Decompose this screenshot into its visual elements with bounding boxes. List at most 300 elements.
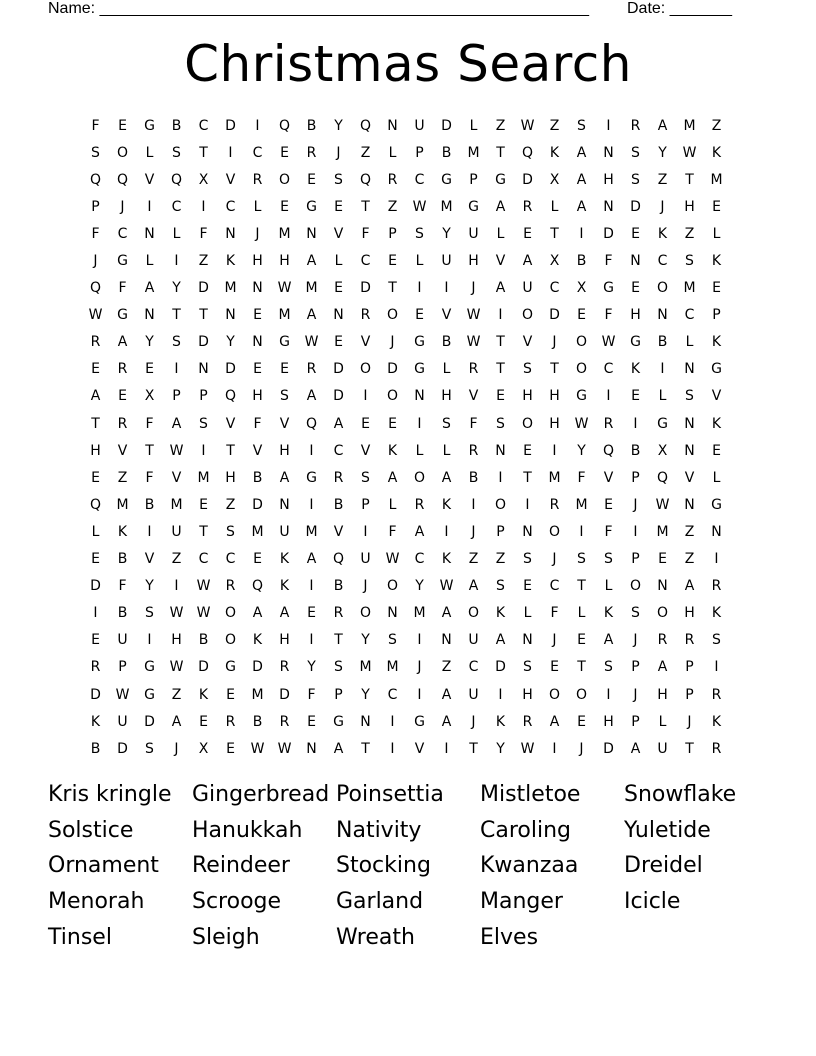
grid-letter[interactable]: T [577, 659, 586, 676]
grid-letter[interactable]: J [471, 713, 476, 730]
grid-letter[interactable]: K [225, 253, 236, 270]
grid-letter[interactable]: O [521, 415, 534, 432]
grid-letter[interactable]: G [603, 280, 614, 297]
grid-letter[interactable]: J [363, 578, 368, 595]
grid-letter[interactable]: P [631, 551, 640, 568]
grid-letter[interactable]: E [253, 551, 262, 568]
grid-letter[interactable]: F [577, 469, 586, 486]
grid-letter[interactable]: Y [658, 144, 667, 161]
grid-letter[interactable]: N [414, 388, 425, 405]
grid-letter[interactable]: V [522, 334, 533, 351]
grid-letter[interactable]: N [225, 307, 236, 324]
grid-letter[interactable]: E [307, 171, 316, 188]
grid-letter[interactable]: R [279, 659, 290, 676]
grid-letter[interactable]: S [631, 605, 640, 622]
grid-letter[interactable]: M [305, 523, 318, 540]
grid-letter[interactable]: U [468, 686, 479, 703]
grid-letter[interactable]: A [468, 578, 479, 595]
grid-letter[interactable]: P [118, 659, 127, 676]
grid-letter[interactable]: X [549, 253, 560, 270]
grid-letter[interactable]: F [199, 225, 208, 242]
grid-letter[interactable]: H [549, 388, 560, 405]
grid-letter[interactable]: A [495, 280, 506, 297]
grid-letter[interactable]: L [442, 442, 451, 459]
grid-letter[interactable]: U [360, 551, 371, 568]
grid-letter[interactable]: R [549, 496, 560, 513]
grid-letter[interactable]: N [144, 225, 155, 242]
grid-letter[interactable]: T [199, 144, 208, 161]
grid-letter[interactable]: L [604, 578, 613, 595]
grid-letter[interactable]: S [523, 551, 532, 568]
grid-letter[interactable]: Q [89, 280, 102, 297]
grid-letter[interactable]: A [657, 659, 668, 676]
grid-letter[interactable]: Z [387, 198, 398, 215]
grid-letter[interactable]: E [388, 253, 397, 270]
grid-letter[interactable]: H [279, 253, 290, 270]
grid-letter[interactable]: R [225, 578, 236, 595]
grid-letter[interactable]: W [466, 307, 481, 324]
grid-letter[interactable]: I [498, 686, 503, 703]
grid-letter[interactable]: Y [361, 686, 370, 703]
grid-letter[interactable]: O [224, 605, 237, 622]
grid-letter[interactable]: K [711, 713, 722, 730]
grid-letter[interactable]: N [198, 361, 209, 378]
grid-letter[interactable]: P [415, 144, 424, 161]
grid-letter[interactable]: R [117, 361, 128, 378]
grid-letter[interactable]: N [684, 415, 695, 432]
grid-letter[interactable]: N [306, 740, 317, 757]
grid-letter[interactable]: H [468, 253, 479, 270]
grid-letter[interactable]: M [683, 280, 696, 297]
grid-letter[interactable]: I [471, 496, 476, 513]
grid-letter[interactable]: O [656, 605, 669, 622]
grid-letter[interactable]: R [522, 713, 533, 730]
grid-letter[interactable]: M [278, 307, 291, 324]
grid-letter[interactable]: A [414, 523, 425, 540]
grid-letter[interactable]: Q [116, 171, 129, 188]
grid-letter[interactable]: P [199, 388, 208, 405]
grid-letter[interactable]: L [145, 144, 154, 161]
grid-letter[interactable]: T [334, 632, 343, 649]
grid-letter[interactable]: I [147, 523, 152, 540]
grid-letter[interactable]: K [549, 144, 560, 161]
grid-letter[interactable]: G [576, 388, 587, 405]
grid-letter[interactable]: M [197, 469, 210, 486]
grid-letter[interactable]: H [252, 253, 263, 270]
grid-letter[interactable]: Z [225, 496, 236, 513]
grid-letter[interactable]: I [714, 551, 719, 568]
grid-letter[interactable]: O [575, 334, 588, 351]
grid-letter[interactable]: M [683, 117, 696, 134]
grid-letter[interactable]: L [658, 713, 667, 730]
grid-letter[interactable]: S [604, 659, 613, 676]
grid-letter[interactable]: V [144, 171, 155, 188]
grid-letter[interactable]: U [279, 523, 290, 540]
grid-letter[interactable]: H [279, 632, 290, 649]
grid-letter[interactable]: W [682, 144, 697, 161]
grid-letter[interactable]: J [633, 632, 638, 649]
grid-letter[interactable]: O [629, 578, 642, 595]
grid-letter[interactable]: V [603, 469, 614, 486]
grid-letter[interactable]: E [334, 198, 343, 215]
grid-letter[interactable]: N [279, 496, 290, 513]
grid-letter[interactable]: W [115, 686, 130, 703]
grid-letter[interactable]: A [441, 605, 452, 622]
grid-letter[interactable]: G [657, 415, 668, 432]
grid-letter[interactable]: H [603, 171, 614, 188]
grid-letter[interactable]: T [469, 740, 478, 757]
grid-letter[interactable]: Q [305, 415, 318, 432]
grid-letter[interactable]: C [657, 253, 668, 270]
grid-letter[interactable]: G [414, 334, 425, 351]
grid-letter[interactable]: X [144, 388, 155, 405]
grid-letter[interactable]: O [386, 388, 399, 405]
grid-letter[interactable]: Z [441, 659, 452, 676]
grid-letter[interactable]: Q [251, 578, 264, 595]
grid-letter[interactable]: R [522, 198, 533, 215]
grid-letter[interactable]: C [252, 144, 263, 161]
grid-letter[interactable]: I [417, 280, 422, 297]
grid-letter[interactable]: J [552, 551, 557, 568]
grid-letter[interactable]: W [520, 740, 535, 757]
grid-letter[interactable]: E [550, 659, 559, 676]
grid-letter[interactable]: F [604, 307, 613, 324]
grid-letter[interactable]: B [576, 253, 587, 270]
grid-letter[interactable]: Z [495, 117, 506, 134]
grid-letter[interactable]: C [333, 442, 344, 459]
grid-letter[interactable]: X [657, 442, 668, 459]
grid-letter[interactable]: O [521, 307, 534, 324]
grid-letter[interactable]: D [387, 361, 398, 378]
grid-letter[interactable]: T [388, 280, 397, 297]
grid-letter[interactable]: A [657, 117, 668, 134]
grid-letter[interactable]: Y [145, 578, 154, 595]
grid-letter[interactable]: W [196, 578, 211, 595]
grid-letter[interactable]: E [280, 198, 289, 215]
grid-letter[interactable]: W [520, 117, 535, 134]
grid-letter[interactable]: G [468, 198, 479, 215]
grid-letter[interactable]: A [279, 469, 290, 486]
grid-letter[interactable]: T [550, 225, 559, 242]
grid-letter[interactable]: N [684, 442, 695, 459]
grid-letter[interactable]: H [279, 442, 290, 459]
grid-letter[interactable]: E [523, 578, 532, 595]
grid-letter[interactable]: A [90, 388, 101, 405]
grid-letter[interactable]: U [117, 713, 128, 730]
grid-letter[interactable]: X [549, 171, 560, 188]
grid-letter[interactable]: O [575, 361, 588, 378]
grid-letter[interactable]: T [172, 307, 181, 324]
grid-letter[interactable]: D [252, 496, 263, 513]
grid-letter[interactable]: M [251, 686, 264, 703]
grid-letter[interactable]: S [334, 171, 343, 188]
grid-letter[interactable]: S [172, 334, 181, 351]
grid-letter[interactable]: I [309, 632, 314, 649]
grid-letter[interactable]: A [117, 334, 128, 351]
grid-letter[interactable]: W [304, 334, 319, 351]
grid-letter[interactable]: V [414, 740, 425, 757]
grid-letter[interactable]: D [117, 740, 128, 757]
grid-letter[interactable]: C [225, 551, 236, 568]
grid-letter[interactable]: O [413, 469, 426, 486]
grid-letter[interactable]: Z [360, 144, 371, 161]
grid-letter[interactable]: M [440, 198, 453, 215]
grid-letter[interactable]: P [631, 469, 640, 486]
grid-letter[interactable]: S [415, 225, 424, 242]
grid-letter[interactable]: A [252, 605, 263, 622]
grid-letter[interactable]: E [712, 280, 721, 297]
grid-letter[interactable]: J [660, 198, 665, 215]
grid-letter[interactable]: E [577, 307, 586, 324]
grid-letter[interactable]: A [603, 632, 614, 649]
grid-letter[interactable]: R [360, 307, 371, 324]
grid-letter[interactable]: C [360, 253, 371, 270]
grid-letter[interactable]: C [117, 225, 128, 242]
grid-letter[interactable]: J [552, 632, 557, 649]
grid-letter[interactable]: O [548, 686, 561, 703]
grid-letter[interactable]: S [145, 740, 154, 757]
grid-letter[interactable]: D [144, 713, 155, 730]
grid-letter[interactable]: D [333, 388, 344, 405]
grid-letter[interactable]: J [687, 713, 692, 730]
grid-letter[interactable]: G [495, 171, 506, 188]
grid-letter[interactable]: O [656, 280, 669, 297]
grid-letter[interactable]: P [334, 686, 343, 703]
grid-letter[interactable]: L [577, 605, 586, 622]
grid-letter[interactable]: C [171, 198, 182, 215]
grid-letter[interactable]: E [253, 307, 262, 324]
grid-letter[interactable]: R [279, 713, 290, 730]
grid-letter[interactable]: D [603, 740, 614, 757]
grid-letter[interactable]: C [198, 551, 209, 568]
grid-letter[interactable]: S [631, 171, 640, 188]
grid-letter[interactable]: E [496, 388, 505, 405]
grid-letter[interactable]: C [225, 198, 236, 215]
grid-letter[interactable]: U [414, 117, 425, 134]
grid-letter[interactable]: N [441, 632, 452, 649]
grid-letter[interactable]: D [198, 659, 209, 676]
grid-letter[interactable]: T [496, 334, 505, 351]
grid-letter[interactable]: Y [334, 117, 343, 134]
grid-letter[interactable]: O [467, 605, 480, 622]
grid-letter[interactable]: K [495, 605, 506, 622]
grid-letter[interactable]: I [633, 523, 638, 540]
grid-letter[interactable]: C [468, 659, 479, 676]
grid-letter[interactable]: W [88, 307, 103, 324]
grid-letter[interactable]: J [336, 144, 341, 161]
grid-letter[interactable]: Y [496, 740, 505, 757]
grid-letter[interactable]: L [253, 198, 262, 215]
grid-letter[interactable]: B [441, 144, 452, 161]
grid-letter[interactable]: P [172, 388, 181, 405]
grid-letter[interactable]: D [360, 280, 371, 297]
grid-letter[interactable]: L [712, 225, 721, 242]
grid-letter[interactable]: H [441, 388, 452, 405]
grid-letter[interactable]: K [441, 551, 452, 568]
grid-letter[interactable]: L [658, 388, 667, 405]
grid-letter[interactable]: U [468, 225, 479, 242]
grid-letter[interactable]: E [280, 361, 289, 378]
grid-letter[interactable]: M [575, 496, 588, 513]
grid-letter[interactable]: I [309, 578, 314, 595]
grid-letter[interactable]: D [90, 686, 101, 703]
grid-letter[interactable]: H [549, 415, 560, 432]
grid-letter[interactable]: G [144, 117, 155, 134]
grid-letter[interactable]: A [144, 280, 155, 297]
grid-letter[interactable]: I [444, 523, 449, 540]
grid-letter[interactable]: N [387, 117, 398, 134]
grid-letter[interactable]: I [714, 659, 719, 676]
grid-letter[interactable]: N [144, 307, 155, 324]
grid-letter[interactable]: H [630, 307, 641, 324]
grid-letter[interactable]: N [603, 198, 614, 215]
grid-letter[interactable]: I [498, 469, 503, 486]
grid-letter[interactable]: E [307, 713, 316, 730]
grid-letter[interactable]: A [684, 578, 695, 595]
grid-letter[interactable]: G [414, 361, 425, 378]
grid-letter[interactable]: R [468, 361, 479, 378]
grid-letter[interactable]: T [577, 578, 586, 595]
grid-letter[interactable]: E [91, 551, 100, 568]
grid-letter[interactable]: E [118, 388, 127, 405]
grid-letter[interactable]: R [387, 171, 398, 188]
grid-letter[interactable]: K [711, 415, 722, 432]
grid-letter[interactable]: T [496, 361, 505, 378]
grid-letter[interactable]: A [333, 740, 344, 757]
grid-letter[interactable]: Q [602, 442, 615, 459]
grid-letter[interactable]: F [145, 469, 154, 486]
grid-letter[interactable]: E [253, 361, 262, 378]
grid-letter[interactable]: R [630, 117, 641, 134]
grid-letter[interactable]: T [145, 442, 154, 459]
grid-letter[interactable]: W [169, 605, 184, 622]
grid-letter[interactable]: I [201, 442, 206, 459]
grid-letter[interactable]: Y [361, 632, 370, 649]
grid-letter[interactable]: E [577, 713, 586, 730]
grid-letter[interactable]: A [522, 253, 533, 270]
grid-letter[interactable]: N [252, 280, 263, 297]
grid-letter[interactable]: V [441, 307, 452, 324]
grid-letter[interactable]: D [549, 307, 560, 324]
grid-letter[interactable]: F [145, 415, 154, 432]
grid-letter[interactable]: L [442, 361, 451, 378]
grid-letter[interactable]: R [225, 713, 236, 730]
grid-letter[interactable]: T [523, 469, 532, 486]
grid-letter[interactable]: L [91, 523, 100, 540]
grid-letter[interactable]: I [93, 605, 98, 622]
grid-letter[interactable]: H [171, 632, 182, 649]
grid-letter[interactable]: F [118, 578, 127, 595]
grid-letter[interactable]: C [198, 117, 209, 134]
grid-letter[interactable]: V [495, 253, 506, 270]
grid-letter[interactable]: G [117, 307, 128, 324]
grid-letter[interactable]: Z [684, 523, 695, 540]
grid-letter[interactable]: L [523, 605, 532, 622]
grid-letter[interactable]: T [199, 523, 208, 540]
grid-letter[interactable]: I [417, 415, 422, 432]
grid-letter[interactable]: L [415, 253, 424, 270]
grid-letter[interactable]: V [333, 523, 344, 540]
grid-letter[interactable]: V [684, 469, 695, 486]
grid-letter[interactable]: Y [415, 578, 424, 595]
grid-letter[interactable]: A [441, 686, 452, 703]
grid-letter[interactable]: A [171, 415, 182, 432]
grid-letter[interactable]: B [252, 713, 263, 730]
grid-letter[interactable]: Z [198, 253, 209, 270]
grid-letter[interactable]: B [90, 740, 101, 757]
grid-letter[interactable]: C [414, 171, 425, 188]
grid-letter[interactable]: N [630, 253, 641, 270]
grid-letter[interactable]: P [388, 225, 397, 242]
grid-letter[interactable]: Q [332, 551, 345, 568]
grid-letter[interactable]: Z [549, 117, 560, 134]
grid-letter[interactable]: T [496, 144, 505, 161]
grid-letter[interactable]: P [631, 659, 640, 676]
grid-letter[interactable]: W [277, 280, 292, 297]
grid-letter[interactable]: F [118, 280, 127, 297]
grid-letter[interactable]: M [359, 659, 372, 676]
grid-letter[interactable]: E [145, 361, 154, 378]
grid-letter[interactable]: G [144, 686, 155, 703]
grid-letter[interactable]: V [144, 551, 155, 568]
grid-letter[interactable]: S [226, 523, 235, 540]
grid-letter[interactable]: I [525, 496, 530, 513]
grid-letter[interactable]: Z [468, 551, 479, 568]
grid-letter[interactable]: I [417, 686, 422, 703]
grid-letter[interactable]: W [466, 334, 481, 351]
grid-letter[interactable]: S [145, 605, 154, 622]
grid-letter[interactable]: D [495, 659, 506, 676]
grid-letter[interactable]: M [656, 523, 669, 540]
grid-letter[interactable]: B [333, 578, 344, 595]
grid-letter[interactable]: R [414, 496, 425, 513]
grid-letter[interactable]: F [604, 253, 613, 270]
grid-letter[interactable]: L [712, 469, 721, 486]
grid-letter[interactable]: M [386, 659, 399, 676]
grid-letter[interactable]: R [333, 605, 344, 622]
grid-letter[interactable]: K [90, 713, 101, 730]
grid-letter[interactable]: K [711, 334, 722, 351]
grid-letter[interactable]: N [522, 632, 533, 649]
grid-letter[interactable]: J [633, 496, 638, 513]
grid-letter[interactable]: D [225, 117, 236, 134]
grid-letter[interactable]: L [388, 144, 397, 161]
grid-letter[interactable]: I [606, 117, 611, 134]
grid-letter[interactable]: C [603, 361, 614, 378]
grid-letter[interactable]: W [655, 496, 670, 513]
grid-letter[interactable]: K [387, 442, 398, 459]
grid-letter[interactable]: W [601, 334, 616, 351]
grid-letter[interactable]: J [120, 198, 125, 215]
grid-letter[interactable]: S [334, 659, 343, 676]
grid-letter[interactable]: K [495, 713, 506, 730]
grid-letter[interactable]: M [413, 605, 426, 622]
grid-letter[interactable]: A [495, 198, 506, 215]
grid-letter[interactable]: P [712, 307, 721, 324]
grid-letter[interactable]: Z [171, 686, 182, 703]
grid-letter[interactable]: J [93, 253, 98, 270]
grid-letter[interactable]: S [280, 388, 289, 405]
grid-letter[interactable]: R [657, 632, 668, 649]
grid-letter[interactable]: B [441, 334, 452, 351]
grid-letter[interactable]: V [360, 442, 371, 459]
grid-letter[interactable]: E [631, 225, 640, 242]
grid-letter[interactable]: H [252, 388, 263, 405]
grid-letter[interactable]: E [631, 388, 640, 405]
grid-letter[interactable]: U [657, 740, 668, 757]
grid-letter[interactable]: L [172, 225, 181, 242]
grid-letter[interactable]: X [198, 740, 209, 757]
